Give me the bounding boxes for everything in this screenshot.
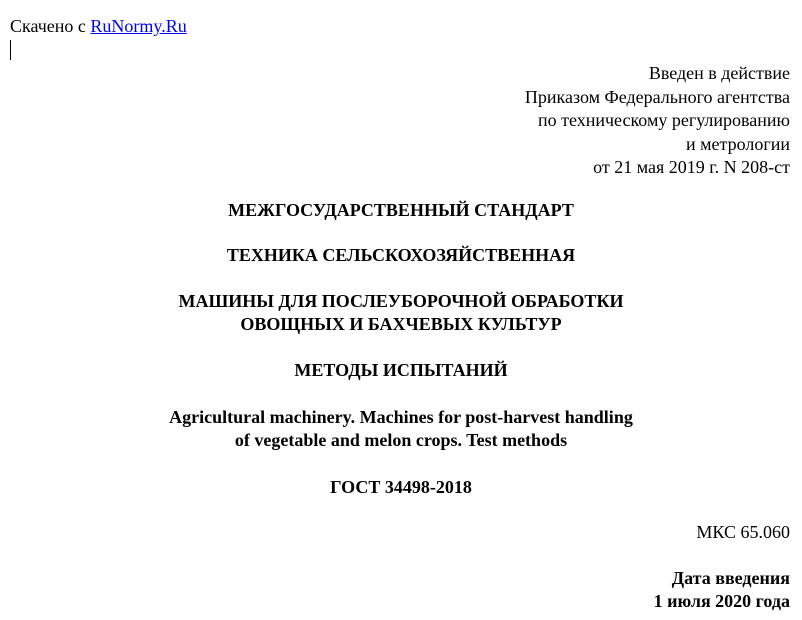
approval-block — [525, 62, 790, 180]
effective-label: Дата введения — [671, 568, 790, 588]
approval-line: по техническому регулированию — [537, 110, 790, 130]
mks-code: МКС 65.060 — [696, 522, 790, 542]
category-heading — [0, 244, 802, 267]
standard-type-heading — [0, 199, 802, 222]
subtitle: МЕТОДЫ ИСПЫТАНИЙ — [294, 360, 508, 380]
title-line: МАШИНЫ ДЛЯ ПОСЛЕУБОРОЧНОЙ ОБРАБОТКИ — [178, 291, 624, 311]
gost-number-heading — [0, 476, 802, 499]
english-title — [0, 406, 802, 452]
standard-type: МЕЖГОСУДАРСТВЕННЫЙ СТАНДАРТ — [228, 200, 574, 220]
subtitle-heading — [0, 359, 802, 382]
category: ТЕХНИКА СЕЛЬСКОХОЗЯЙСТВЕННАЯ — [226, 245, 576, 265]
title-line: ОВОЩНЫХ И БАХЧЕВЫХ КУЛЬТУР — [240, 314, 562, 334]
english-title-line: of vegetable and melon crops. Test methods — [234, 430, 568, 450]
document-title — [0, 290, 802, 336]
source-prefix: Скачено с — [10, 16, 91, 36]
effective-date: 1 июля 2020 года — [653, 591, 790, 611]
text-cursor — [10, 40, 11, 60]
approval-line: Введен в действие — [648, 63, 790, 83]
approval-line: и метрологии — [686, 133, 790, 154]
gost-number: ГОСТ 34498-2018 — [330, 477, 472, 497]
runormy-link[interactable]: RuNormy.Ru — [90, 16, 187, 36]
approval-line: от 21 мая 2019 г. N 208-ст — [593, 157, 790, 177]
approval-line: Приказом Федерального агентства — [524, 86, 790, 107]
source-line — [10, 15, 187, 37]
english-title-line: Agricultural machinery. Machines for post-harvest handling — [169, 407, 633, 427]
